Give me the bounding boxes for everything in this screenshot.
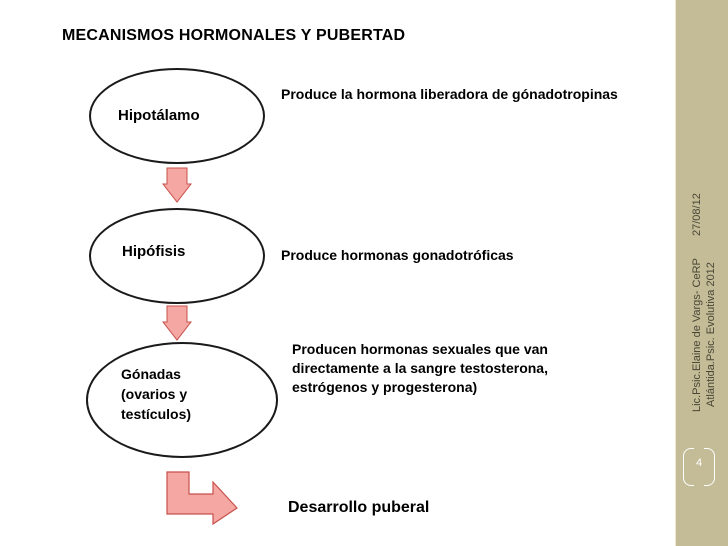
gonadas-label-line-3: testículos): [121, 406, 192, 422]
hipotalamo-description: Produce la hormona liberadora de gónadotropinas: [281, 86, 618, 102]
gonadas-description: [292, 340, 548, 397]
page-number-badge: [681, 448, 717, 486]
hipofisis-label: Hipófisis: [122, 243, 186, 260]
down-arrow-icon: [163, 306, 191, 340]
sidebar-date: 27/08/12: [691, 193, 703, 236]
result-text: Desarrollo puberal: [288, 499, 430, 516]
bent-arrow-icon: [167, 472, 239, 524]
sidebar-author-line2: Atlántida.Psic. Evolutiva 2012: [705, 262, 717, 407]
hipotalamo-label: Hipotálamo: [118, 107, 200, 124]
gonadas-description-line-2: directamente a la sangre testosterona,: [292, 360, 548, 376]
gonadas-label-line-2: (ovarios y: [121, 386, 188, 402]
slide-title: MECANISMOS HORMONALES Y PUBERTAD: [62, 27, 406, 44]
gonadas-label: [121, 364, 191, 424]
gonadas-label-line-1: Gónadas: [121, 366, 181, 382]
gonadas-description-line-1: Producen hormonas sexuales que van: [292, 341, 548, 357]
gonadas-description-line-3: estrógenos y progesterona): [292, 379, 478, 395]
sidebar-author-line1: Lic.Psic.Elaine de Vargs- CeRP: [691, 258, 703, 412]
down-arrow-icon: [163, 168, 191, 202]
page-number: 4: [695, 457, 703, 469]
hipofisis-description: Produce hormonas gonadotróficas: [281, 247, 514, 263]
